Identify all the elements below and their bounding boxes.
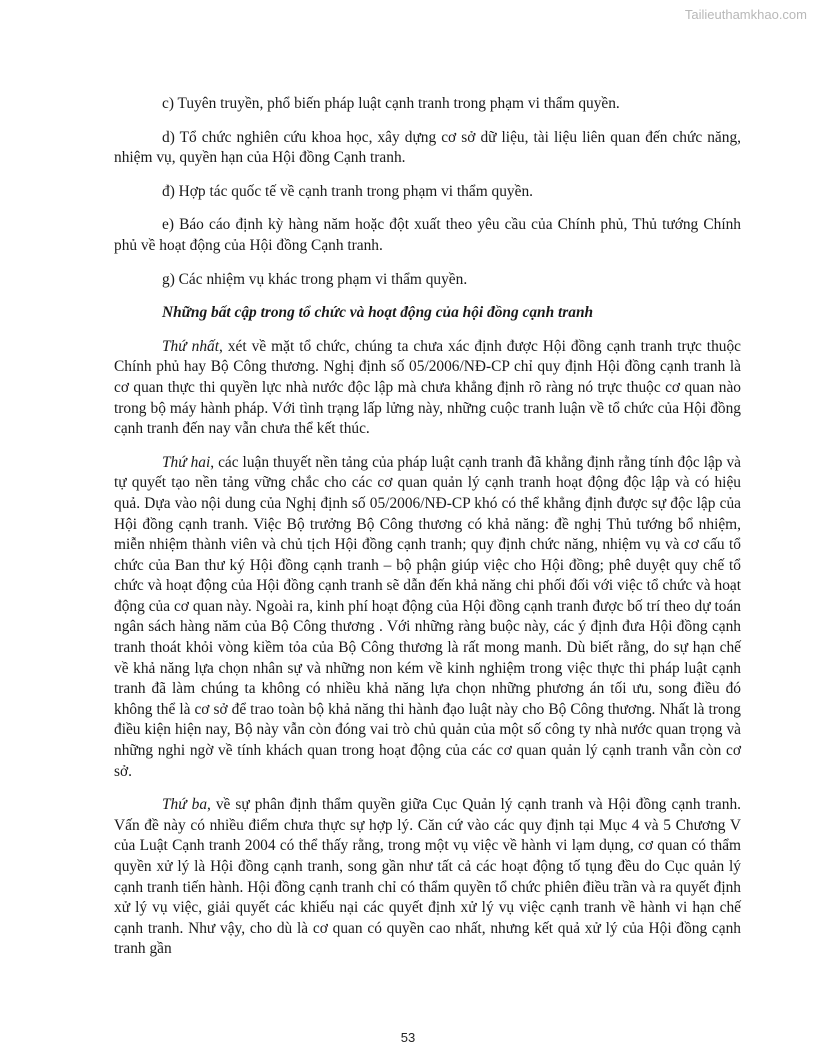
- item-d: d) Tổ chức nghiên cứu khoa học, xây dựng cơ sở dữ liệu, tài liệu liên quan đến chức năng, nhiệm vụ, quyền hạn của Hội đồng Cạnh tranh.: [114, 128, 741, 167]
- item-g: g) Các nhiệm vụ khác trong phạm vi thẩm quyền.: [162, 270, 468, 288]
- document-body: [114, 94, 741, 973]
- paragraph-first-text: , xét về mặt tổ chức, chúng ta chưa xác định được Hội đồng cạnh tranh trực thuộc Chính phủ hay Bộ Công thương. Nghị định số 05/2006/NĐ-CP chỉ quy định Hội đồng cạnh tranh là cơ quan thực thi quyền lực nhà nước độc lập mà chưa khẳng định rõ ràng nó trực thuộc cơ quan nào trong bộ máy hành pháp. Với tình trạng lấp lửng này, những cuộc tranh luận về tổ chức của Hội đồng cạnh tranh đến nay vẫn chưa thể kết thúc.: [114, 337, 741, 438]
- site-watermark: Tailieuthamkhao.com: [684, 7, 807, 22]
- paragraph-first: [114, 337, 741, 440]
- paragraph-third-text: , về sự phân định thẩm quyền giữa Cục Quản lý cạnh tranh và Hội đồng cạnh tranh. Vấn đề này có nhiều điểm chưa thực sự hợp lý. Căn cứ vào các quy định tại Mục 4 và 5 Chương V của Luật Cạnh tranh 2004 có thể thấy rằng, trong một vụ việc về hành vi lạm dụng, cơ quan có thẩm quyền xử lý là Hội đồng cạnh tranh, song gần như tất cả các hoạt động tố tụng đều do Cục quản lý cạnh tranh tiến hành. Hội đồng cạnh tranh chỉ có thẩm quyền tổ chức phiên điều trần và ra quyết định xử lý vụ việc, giải quyết các khiếu nại các quyết định xử lý vụ việc cạnh tranh về hành vi hạn chế cạnh tranh. Như vậy, cho dù là cơ quan có quyền cao nhất, nhưng kết quả xử lý của Hội đồng cạnh tranh gần: [114, 796, 741, 958]
- item-dd: đ) Hợp tác quốc tế về cạnh tranh trong phạm vi thẩm quyền.: [162, 182, 533, 200]
- item-e: e) Báo cáo định kỳ hàng năm hoặc đột xuất theo yêu cầu của Chính phủ, Thủ tướng Chính phủ về hoạt động của Hội đồng Cạnh tranh.: [114, 216, 741, 254]
- paragraph-second: [114, 453, 741, 783]
- page-number: 53: [400, 1030, 416, 1045]
- paragraph-second-text: , các luận thuyết nền tảng của pháp luật cạnh tranh đã khẳng định rằng tính độc lập và tự quyết tạo nền tảng vững chắc cho các cơ quan quản lý cạnh tranh hoạt động độc lập và có hiệu quả. Dựa vào nội dung của Nghị định số 05/2006/NĐ-CP khó có thể khẳng định được sự độc lập của Hội đồng cạnh tranh. Việc Bộ trưởng Bộ Công thương có khả năng: đề nghị Thủ tướng bổ nhiệm, miễn nhiệm thành viên và chủ tịch Hội đồng cạnh tranh; quy định chức năng, nhiệm vụ và cơ cấu tổ chức của Ban thư ký Hội đồng cạnh tranh – bộ phận giúp việc cho Hội đồng; phê duyệt quy chế tổ chức và hoạt động của Hội đồng cạnh tranh sẽ dẫn đến khả năng chi phối đối với việc tổ chức và hoạt động của cơ quan này. Ngoài ra, kinh phí hoạt động của Hội đồng cạnh tranh được bố trí theo dự toán ngân sách hàng năm của Bộ Công thương . Với những ràng buộc này, các ý định đưa Hội đồng cạnh tranh thoát khỏi vòng kiềm tỏa của Bộ Công thương là rất mong manh. Dù biết rằng, do sự hạn chế về khả năng lựa chọn nhân sự và những non kém về kinh nghiệm trong việc thực thi pháp luật cạnh tranh đã làm chúng ta không có nhiều khả năng lựa chọn những phương án tối ưu, song điều đó không thể là cơ sở để trao toàn bộ khả năng thi hành đạo luật này cho Bộ Công thương. Nhất là trong điều kiện hiện nay, Bộ này vẫn còn đóng vai trò chủ quản của một số công ty nhà nước quan trọng và những nghi ngờ về tính khách quan trong hoạt động của các cơ quan quản lý cạnh tranh vẫn còn cơ sở.: [114, 453, 741, 780]
- paragraph-second-lead: Thứ hai: [162, 453, 211, 471]
- item-c: c) Tuyên truyền, phổ biến pháp luật cạnh tranh trong phạm vi thẩm quyền.: [162, 95, 620, 112]
- paragraph-third: [114, 795, 741, 960]
- section-heading: Những bất cập trong tổ chức và hoạt động của hội đồng cạnh tranh: [162, 304, 594, 322]
- paragraph-first-lead: Thứ nhất: [162, 337, 219, 355]
- paragraph-third-lead: Thứ ba: [162, 796, 208, 814]
